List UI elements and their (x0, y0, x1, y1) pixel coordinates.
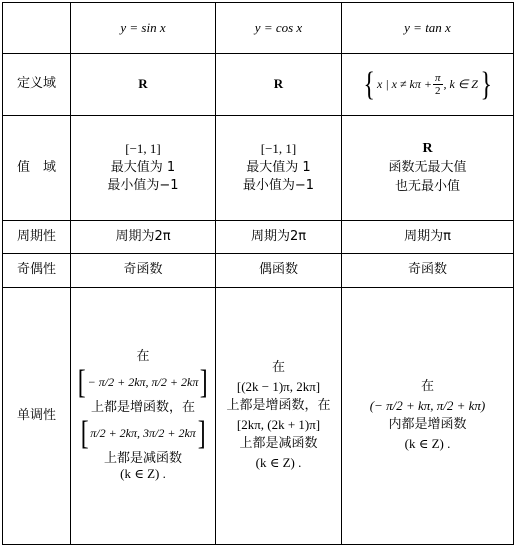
header-corner (3, 3, 71, 54)
parity-row (3, 254, 514, 288)
cos-increasing-interval: [(2k − 1)π, 2kπ] (236, 379, 321, 395)
domain-sin: R (71, 54, 216, 116)
header-tan: y = tan x (342, 3, 514, 54)
header-cos: y = cos x (216, 3, 342, 54)
trig-properties-table (2, 2, 514, 545)
parity-label: 奇偶性 (3, 254, 71, 288)
period-row (3, 221, 514, 254)
range-cos: [−1, 1] 最大值为 1 最小值为−1 (216, 116, 342, 221)
range-sin: [−1, 1] 最大值为 1 最小值为−1 (71, 116, 216, 221)
period-tan: 周期为π (342, 221, 514, 254)
monotonicity-sin: 在 [ − π/2 + 2kπ, π/2 + 2kπ ] 上都是增函数，在 [ π/2 + 2kπ, 3π/2 + 2kπ ] 上都是减函数 (k ∈ Z) . (71, 288, 216, 545)
monotonicity-label: 单调性 (3, 288, 71, 545)
parity-cos: 偶函数 (216, 254, 342, 288)
domain-label: 定义域 (3, 54, 71, 116)
monotonicity-row (3, 288, 514, 545)
tan-increasing-interval: (− π/2 + kπ, π/2 + kπ) (369, 398, 486, 414)
header-sin: y = sin x (71, 3, 216, 54)
sin-increasing-interval: [ − π/2 + 2kπ, π/2 + 2kπ ] (78, 363, 208, 401)
domain-tan-set: { x | x ≠ kπ + $\frac{\pi}{2}$ , k ∈ Z } (363, 65, 492, 103)
range-label: 值 域 (3, 116, 71, 221)
parity-tan: 奇函数 (342, 254, 514, 288)
cos-decreasing-interval: [2kπ, (2k + 1)π] (236, 417, 321, 432)
parity-sin: 奇函数 (71, 254, 216, 288)
range-tan: R 函数无最大值 也无最小值 (342, 116, 514, 221)
header-row (3, 3, 514, 54)
range-row (3, 116, 514, 221)
period-sin: 周期为2π (71, 221, 216, 254)
monotonicity-tan: 在 (− π/2 + kπ, π/2 + kπ) 内都是增函数 (k ∈ Z) . (342, 288, 514, 545)
monotonicity-cos: 在 [(2k − 1)π, 2kπ] 上都是增函数，在 [2kπ, (2k + 1)π] 上都是减函数 (k ∈ Z) . (216, 288, 342, 545)
sin-decreasing-interval: [ π/2 + 2kπ, 3π/2 + 2kπ ] (80, 414, 206, 452)
domain-tan (342, 54, 514, 116)
period-cos: 周期为2π (216, 221, 342, 254)
domain-cos: R (216, 54, 342, 116)
domain-row (3, 54, 514, 116)
period-label: 周期性 (3, 221, 71, 254)
